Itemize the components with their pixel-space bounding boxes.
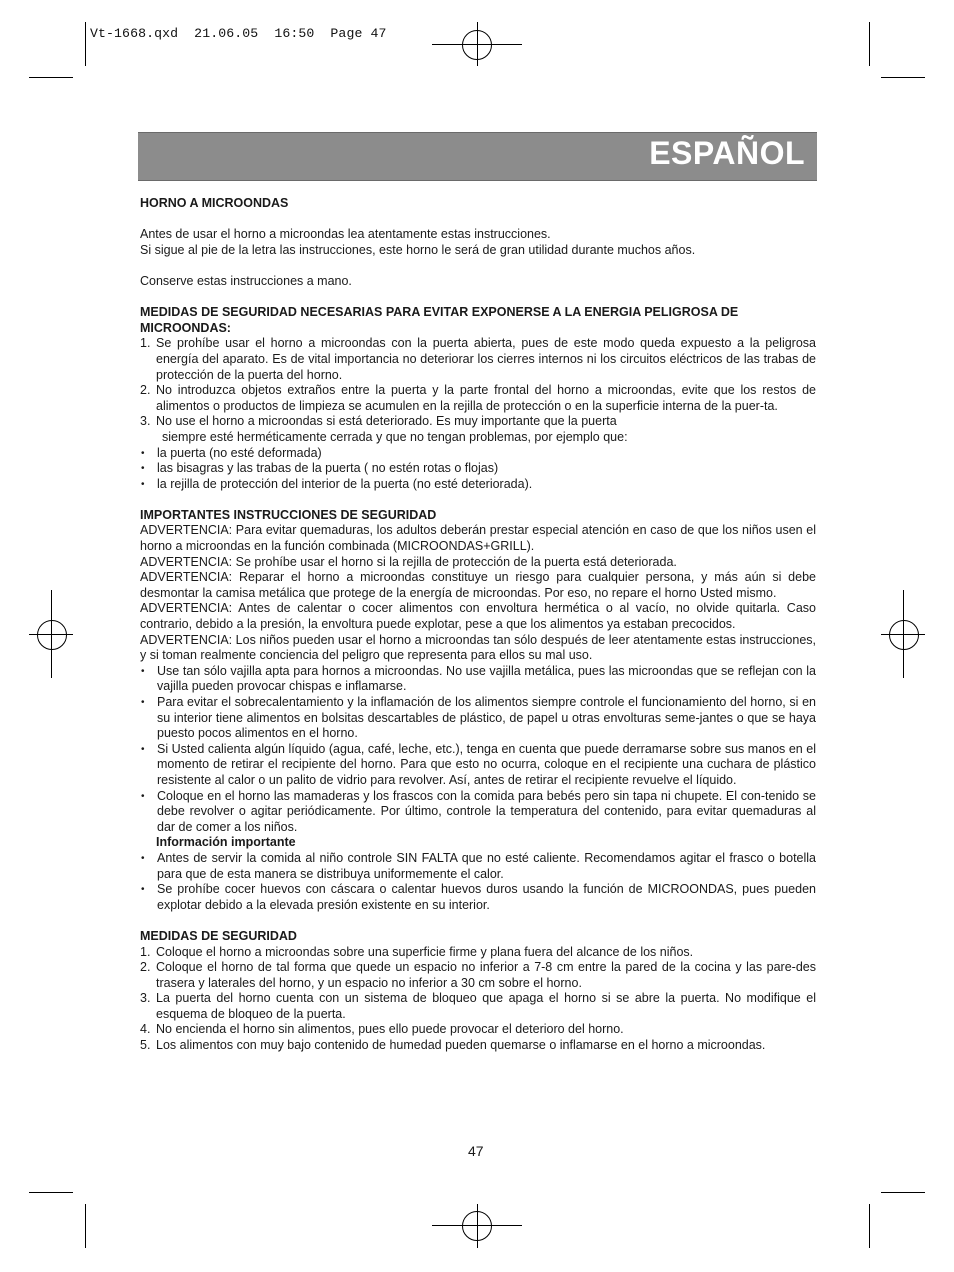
- bullet-item: • Coloque en el horno las mamaderas y los frascos con la comida para bebés pero sin tapa ni chupete. El con-tenido se debe revolver o agitar periódicamente. Por último, controle la temperatura del contenido, para evitar quemaduras al dar de comer a los niños.: [141, 788, 816, 834]
- keep-instructions-note: Conserve estas instrucciones a mano.: [140, 273, 352, 288]
- warning-paragraph: ADVERTENCIA: Reparar el horno a microondas constituye un riesgo para cualquier persona, y más aún si debe desmontar la camisa metálica que protege de la energía de microondas. Por eso, no repare el horno Usted mismo.: [140, 570, 816, 600]
- bullet-item: • Para evitar el sobrecalentamiento y la inflamación de los alimentos siempre controle el funcionamiento del horno, si en su interior tiene alimentos en bolsitas descartables de plástico, de papel u otras envolturas seme-jantes o que se haya puesto pocos alimentos en el horno.: [141, 695, 816, 741]
- list-item: 5. Los alimentos con muy bajo contenido de humedad pueden quemarse o inflamarse en el horno a microondas.: [140, 1038, 766, 1053]
- warning-paragraph: ADVERTENCIA: Para evitar quemaduras, los adultos deberán prestar especial atención en caso de que los niños usen el horno a microondas en la función combinada (MICROONDAS+GRILL).: [140, 523, 816, 554]
- bullet-icon: •: [141, 478, 145, 490]
- intro-line: Si sigue al pie de la letra las instrucciones, este horno le será de gran utilidad durante muchos años.: [140, 242, 696, 257]
- bullet-item: • Si Usted calienta algún líquido (agua, café, leche, etc.), tenga en cuenta que puede derramarse sobre sus manos en el momento de retirar el recipiente del horno. Para que esto no ocurra, coloque en el recipiente una cuchara de plástico resistente al calor o un palito de vidrio para revolver. Así, antes de retirar el recipiente revuelve el líquido.: [141, 741, 816, 787]
- bullet-item: • Se prohíbe cocer huevos con cáscara o calentar huevos duros usando la función de MICROONDAS, pues pueden explotar debido a la elevada presión existente en su interior.: [141, 882, 816, 912]
- list-item: 3. La puerta del horno cuenta con un sistema de bloqueo que apaga el horno si se abre la puerta. No modifique el esquema de bloqueo de la puerta.: [140, 991, 816, 1021]
- bullet-item: • Use tan sólo vajilla apta para hornos a microondas. No use vajilla metálica, pues las microondas que se reflejan con la vajilla pueden provocar chispas e inflamarse.: [141, 663, 816, 694]
- section-heading-important-instructions: IMPORTANTES INSTRUCCIONES DE SEGURIDAD: [140, 507, 437, 522]
- section-heading-microwave-energy: MEDIDAS DE SEGURIDAD NECESARIAS PARA EVITAR EXPONERSE A LA ENERGIA PELIGROSA DE MICROONDAS:: [140, 305, 739, 335]
- crop-mark: [85, 1204, 86, 1248]
- list-item: 1. Se prohíbe usar el horno a microondas con la puerta abierta, pues de este modo queda expuesto a la peligrosa energía del aparato. Es de vital importancia no deteriorar los cierres internos ni los circuitos eléctricos de las trabas de protección de la puerta del horno.: [140, 336, 816, 382]
- list-item: 4. No encienda el horno sin alimentos, pues ello puede provocar el deterioro del horno.: [140, 1022, 624, 1037]
- list-item: 3. No use el horno a microondas si está deteriorado. Es muy importante que la puerta: [140, 414, 617, 429]
- list-item: 2. Coloque el horno de tal forma que quede un espacio no inferior a 7-8 cm entre la pared de la cocina y las pare-des trasera y laterales del horno, y un espacio no inferior a 30 cm sobre el horno.: [140, 960, 816, 990]
- page-number: 47: [468, 1143, 484, 1159]
- bullet-item: • las bisagras y las trabas de la puerta ( no estén rotas o flojas): [141, 461, 499, 476]
- language-title: ESPAÑOL: [649, 135, 805, 171]
- crop-mark: [869, 1204, 870, 1248]
- crop-mark: [29, 77, 73, 78]
- crop-mark: [85, 22, 86, 66]
- list-item: 2. No introduzca objetos extraños entre la puerta y la parte frontal del horno a microondas, evite que los restos de alimentos o productos de limpieza se acumulen en la rejilla de protección o en la superficie interna de la puer-ta.: [140, 383, 816, 413]
- crop-mark: [29, 1192, 73, 1193]
- section-heading-safety-measures: MEDIDAS DE SEGURIDAD: [140, 928, 297, 943]
- warning-paragraph: ADVERTENCIA: Los niños pueden usar el horno a microondas tan sólo después de leer atentamente estas instrucciones, y si toman realmente conciencia del peligro que representa para ellos su mal uso.: [140, 632, 816, 663]
- warning-paragraph: ADVERTENCIA: Se prohíbe usar el horno si la rejilla de protección de la puerta está deteriorada.: [140, 554, 677, 569]
- bullet-item: • Antes de servir la comida al niño controle SIN FALTA que no esté caliente. Recomendamos agitar el frasco o botella para que de esta manera se distribuya uniformemente el calor.: [141, 850, 816, 881]
- crop-mark: [869, 22, 870, 66]
- info-heading: Información importante: [156, 835, 296, 850]
- bullet-icon: •: [141, 743, 145, 755]
- bullet-item: • la puerta (no esté deformada): [141, 445, 322, 460]
- list-item-continuation: siempre esté herméticamente cerrada y que no tengan problemas, por ejemplo que:: [162, 429, 628, 444]
- bullet-icon: •: [141, 463, 145, 475]
- document-title: HORNO A MICROONDAS: [140, 196, 289, 210]
- crop-mark: [881, 1192, 925, 1193]
- list-item: 1. Coloque el horno a microondas sobre una superficie firme y plana fuera del alcance de los niños.: [140, 944, 694, 959]
- bullet-icon: •: [141, 665, 145, 677]
- document-body: [140, 196, 816, 1054]
- print-slug: Vt-1668.qxd 21.06.05 16:50 Page 47: [90, 26, 387, 41]
- bullet-icon: •: [141, 790, 145, 802]
- bullet-icon: •: [141, 852, 145, 864]
- language-banner: [138, 132, 817, 181]
- warning-paragraph: ADVERTENCIA: Antes de calentar o cocer alimentos con envoltura hermética o al vacío, no olvide quitarla. Caso contrario, debido a la presión, la envoltura puede explotar, pese a que los alimentos ya estaban precocidos.: [140, 601, 816, 632]
- bullet-icon: •: [141, 884, 145, 896]
- bullet-item: • la rejilla de protección del interior de la puerta (no esté deteriorada).: [141, 476, 533, 491]
- crop-mark: [881, 77, 925, 78]
- bullet-icon: •: [141, 697, 145, 708]
- bullet-icon: •: [141, 447, 145, 459]
- intro-line: Antes de usar el horno a microondas lea atentamente estas instrucciones.: [140, 227, 551, 242]
